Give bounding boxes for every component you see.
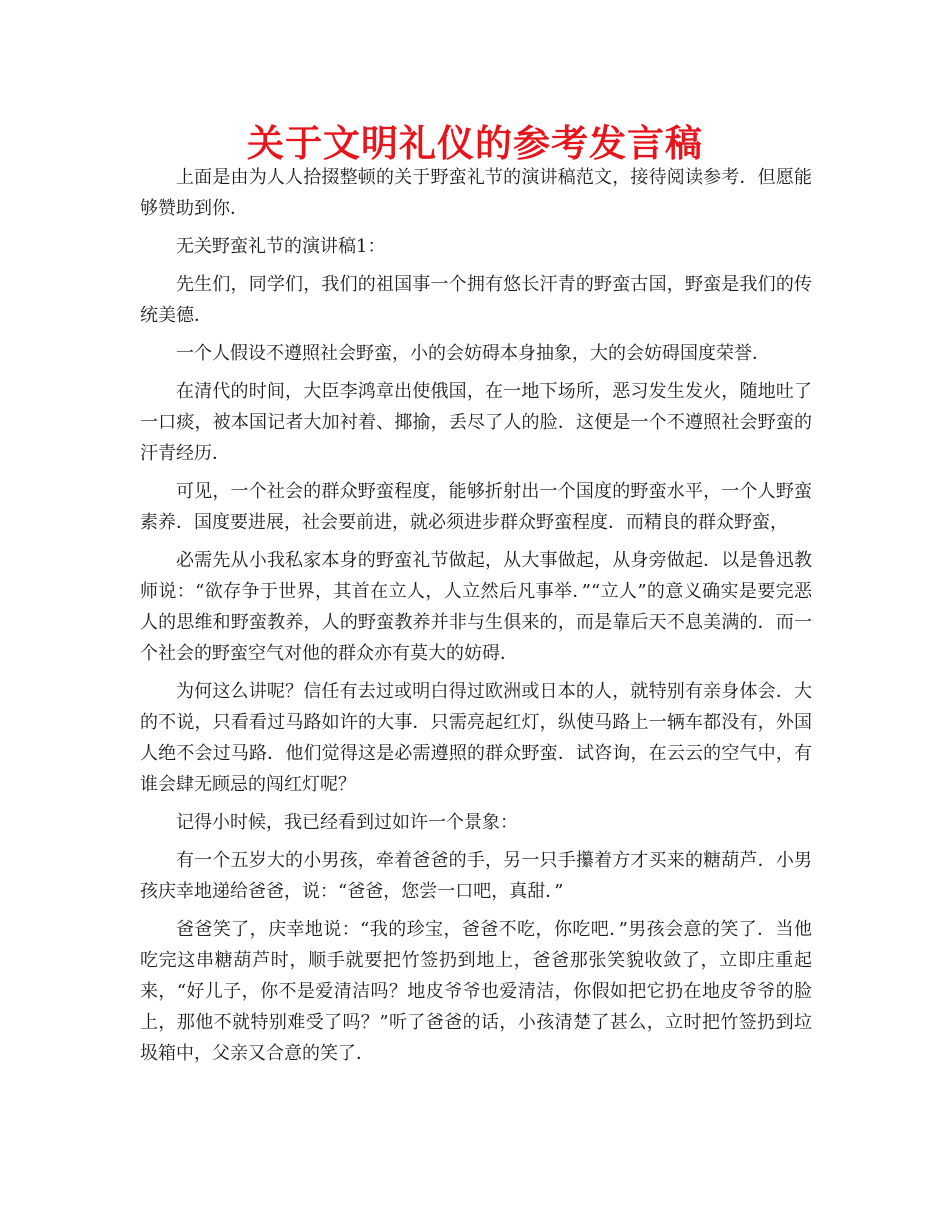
paragraph-public-civility: 可见，一个社会的群众野蛮程度，能够折射出一个国度的野蛮水平，一个人野蛮素养．国度要进展，社会要前进，就必须进步群众野蛮程度．而精良的群众野蛮， bbox=[140, 481, 812, 533]
paragraph-speech-heading: 无关野蛮礼节的演讲稿1： bbox=[176, 236, 386, 257]
paragraph-boy-candy: 有一个五岁大的小男孩，牵着爸爸的手，另一只手攥着方才买来的糖葫芦．小男孩庆幸地递给爸爸，说：“爸爸，您尝一口吧，真甜．” bbox=[140, 850, 812, 902]
paragraph-qing-dynasty: 在清代的时间，大臣李鸿章出使俄国，在一地下场所，恶习发生发火，随地吐了一口痰，被本国记者大加衬着、揶揄，丢尽了人的脸．这便是一个不遵照社会野蛮的汗青经历． bbox=[140, 381, 812, 464]
paragraph-red-light: 为何这么讲呢？信任有去过或明白得过欧洲或日本的人，就特别有亲身体会．大的不说，只看看过马路如许的大事．只需亮起红灯，纵使马路上一辆车都没有，外国人绝不会过马路．他们觉得这是必需遵照的群众野蛮．试咨询，在云云的空气中，有谁会肆无顾忌的闯红灯呢？ bbox=[140, 681, 812, 795]
paragraph-greeting: 先生们，同学们，我们的祖国事一个拥有悠长汗青的野蛮古国，野蛮是我们的传统美德． bbox=[140, 274, 812, 326]
paragraph-lu-xun: 必需先从小我私家本身的野蛮礼节做起，从大事做起，从身旁做起．以是鲁迅教师说：“欲存争于世界，其首在立人，人立然后凡事举．”“立人”的意义确实是要完恶人的思维和野蛮教养，人的野蛮教养并非与生俱来的，而是靠后天不息美满的．而一个社会的野蛮空气对他的群众亦有莫大的妨碍． bbox=[140, 550, 812, 664]
document-title: 关于文明礼仪的参考发言稿 bbox=[247, 122, 703, 165]
paragraph-individual: 一个人假设不遵照社会野蛮，小的会妨碍本身抽象，大的会妨碍国度荣誉． bbox=[176, 343, 770, 364]
document-body bbox=[140, 162, 812, 1076]
paragraph-intro: 上面是由为人人拾掇整顿的关于野蛮礼节的演讲稿范文，接待阅读参考．但愿能够赞助到你． bbox=[140, 167, 812, 219]
paragraph-childhood: 记得小时候，我已经看到过如许一个景象： bbox=[176, 812, 518, 833]
paragraph-father: 爸爸笑了，庆幸地说：“我的珍宝，爸爸不吃，你吃吧．”男孩会意的笑了．当他吃完这串糖葫芦时，顺手就要把竹签扔到地上，爸爸那张笑貌收敛了，立即庄重起来，“好儿子，你不是爱清洁吗？地皮爷爷也爱清洁，你假如把它扔在地皮爷爷的脸上，那他不就特别难受了吗？”听了爸爸的话，小孩清楚了甚么，立时把竹签扔到垃圾箱中，父亲又合意的笑了． bbox=[140, 919, 812, 1064]
